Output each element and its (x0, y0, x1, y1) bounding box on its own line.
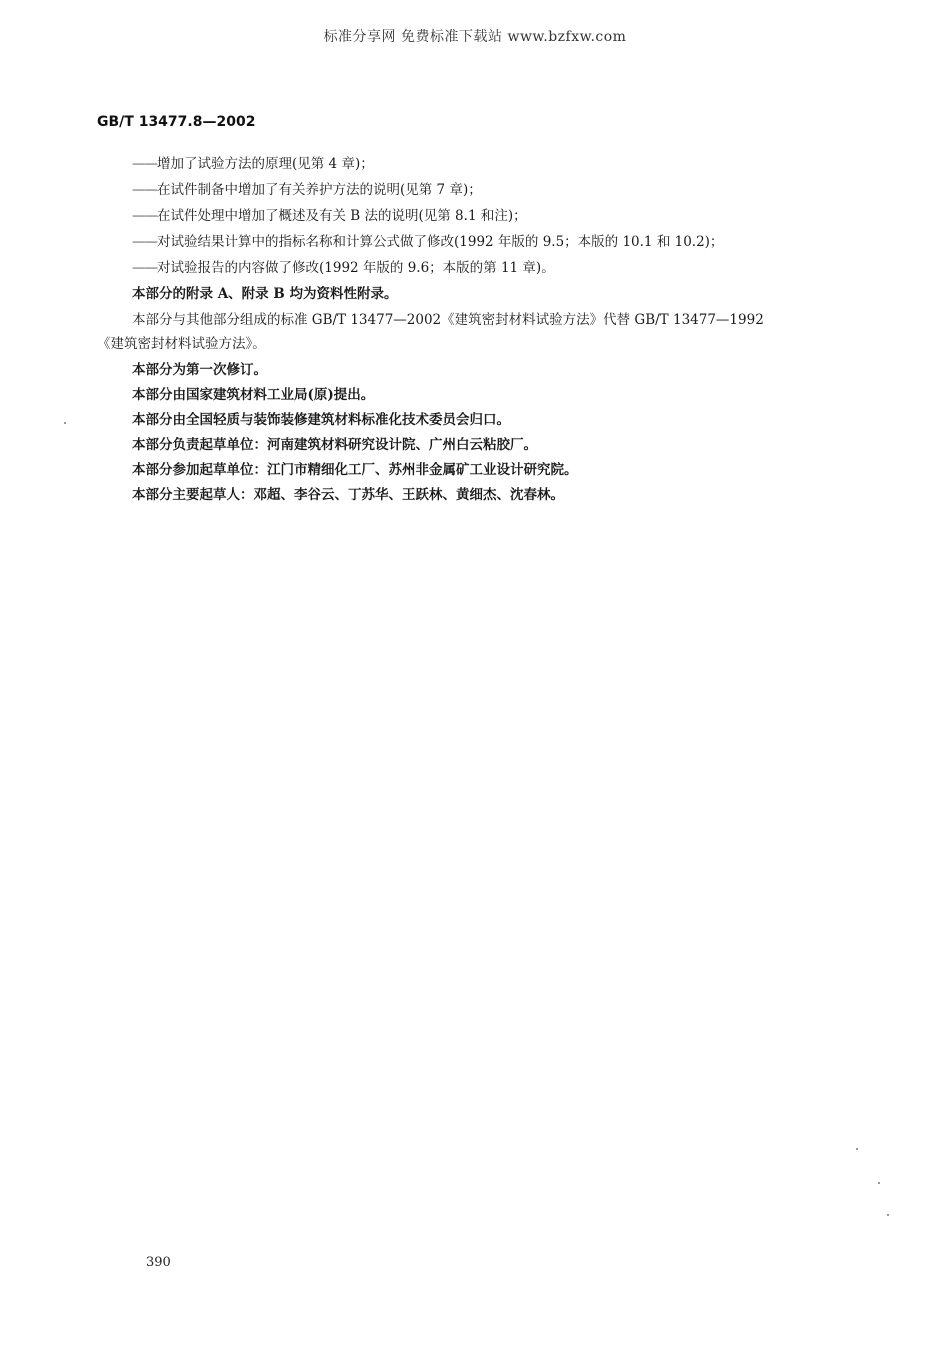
participating-units: 本部分参加起草单位：江门市精细化工厂、苏州非金属矿工业设计研究院。 (132, 462, 578, 478)
page-number: 390 (146, 1255, 171, 1270)
change-item (132, 154, 374, 174)
scan-speck (64, 422, 66, 424)
proposed-by: 本部分由国家建筑材料工业局(原)提出。 (132, 387, 375, 403)
scan-speck (878, 1182, 880, 1184)
main-drafters: 本部分主要起草人：邓超、李谷云、丁苏华、王跃林、黄细杰、沈春林。 (132, 487, 564, 503)
em-dash: —— (132, 234, 157, 250)
scan-speck (887, 1214, 889, 1216)
em-dash: —— (132, 182, 157, 198)
scan-speck (856, 1148, 858, 1150)
drafting-units: 本部分负责起草单位：河南建筑材料研究设计院、广州白云粘胶厂。 (132, 437, 537, 453)
change-item-text: 在试件处理中增加了概述及有关 B 法的说明(见第 8.1 和注)； (157, 208, 527, 224)
change-item-text: 增加了试验方法的原理(见第 4 章)； (157, 156, 374, 172)
replacement-note-line-2: 《建筑密封材料试验方法》。 (97, 336, 266, 352)
change-item-text: 在试件制备中增加了有关养护方法的说明(见第 7 章)； (157, 182, 482, 198)
change-item-text: 对试验结果计算中的指标名称和计算公式做了修改(1992 年版的 9.5；本版的 10.1 和 10.2)； (157, 234, 724, 250)
em-dash: —— (132, 208, 157, 224)
change-item (132, 232, 723, 252)
change-item (132, 180, 482, 200)
em-dash: —— (132, 260, 157, 276)
em-dash: —— (132, 156, 157, 172)
replacement-note-line-1: 本部分与其他部分组成的标准 GB/T 13477—2002《建筑密封材料试验方法》代替 GB/T 13477—1992 (132, 312, 764, 328)
site-watermark: 标准分享网 免费标准下载站 www.bzfxw.com (323, 29, 627, 45)
appendix-note: 本部分的附录 A、附录 B 均为资料性附录。 (132, 286, 398, 302)
standard-number: GB/T 13477.8—2002 (97, 114, 256, 130)
change-item (132, 206, 527, 226)
change-item (132, 258, 555, 278)
centralized-by: 本部分由全国轻质与装饰装修建筑材料标准化技术委员会归口。 (132, 412, 510, 428)
change-item-text: 对试验报告的内容做了修改(1992 年版的 9.6；本版的第 11 章)。 (157, 260, 555, 276)
revision-note: 本部分为第一次修订。 (132, 362, 267, 378)
